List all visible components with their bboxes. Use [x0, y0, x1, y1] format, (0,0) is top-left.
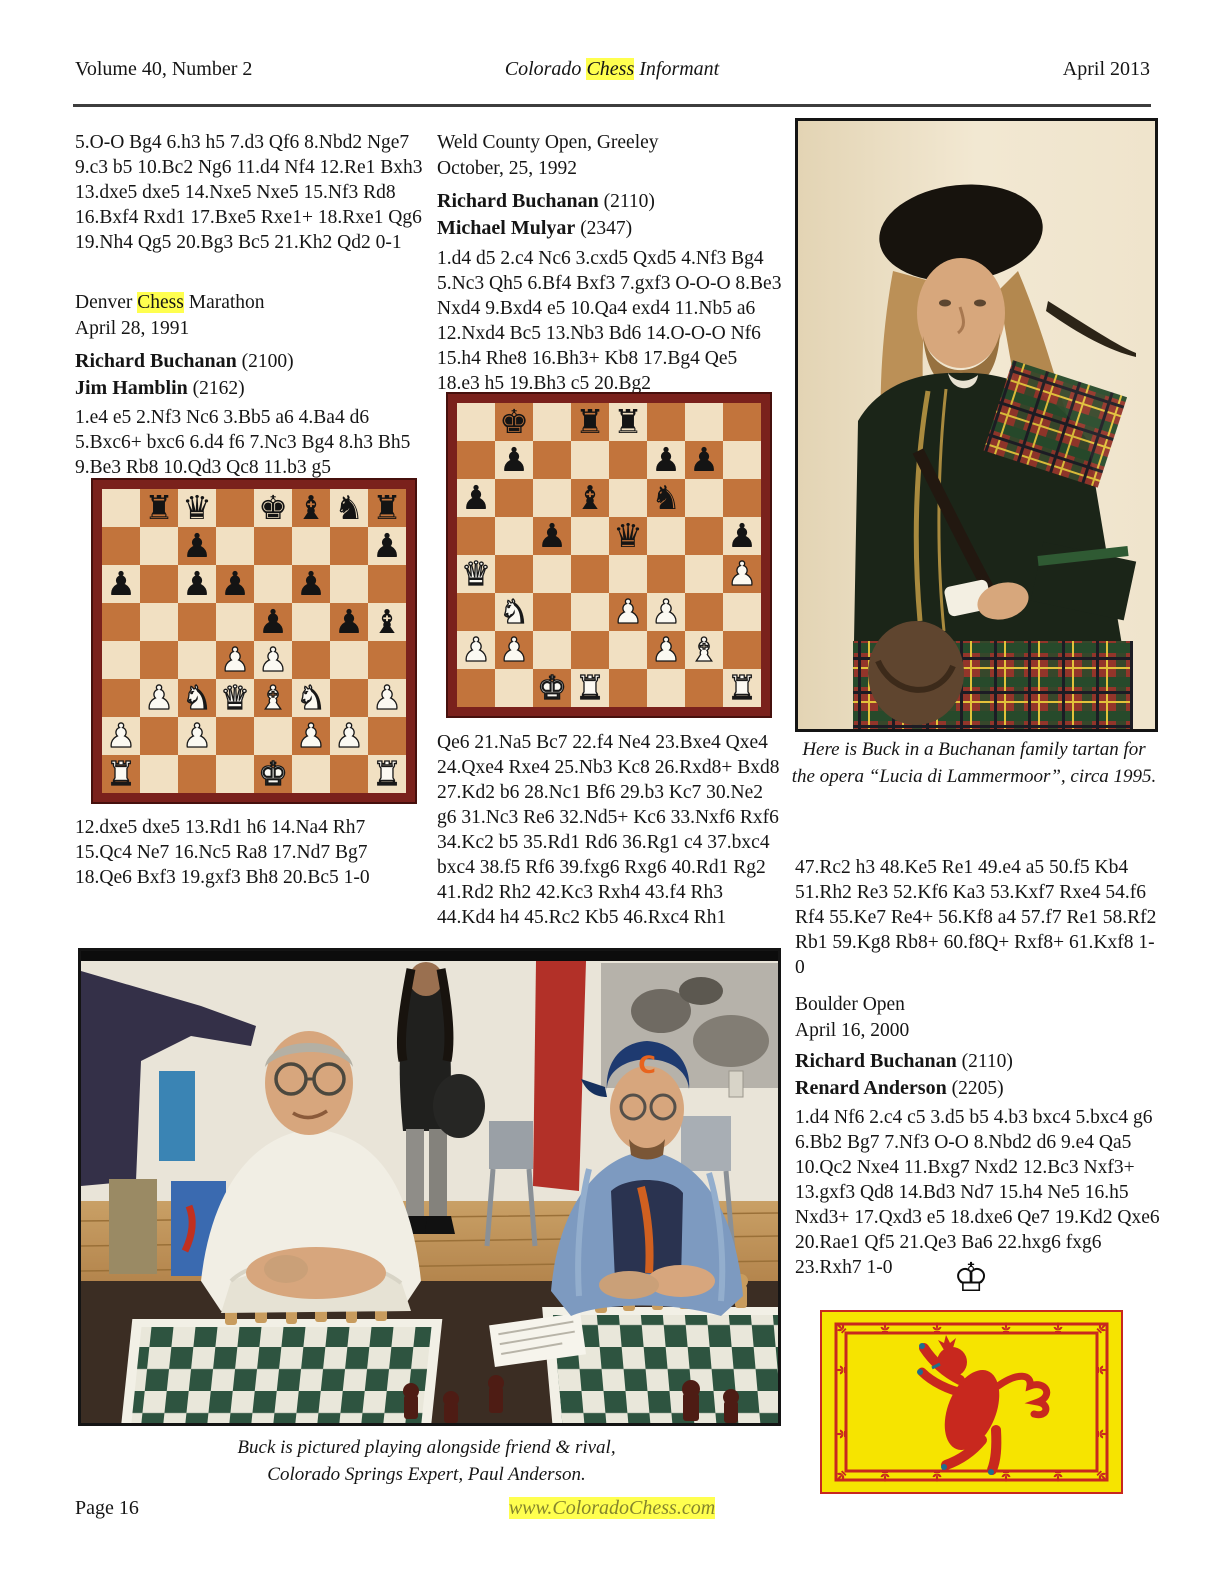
chess-diagram-2: [448, 394, 770, 716]
event-date: October, 25, 1992: [437, 158, 578, 179]
game-b-players: [75, 348, 427, 402]
board-square: [457, 555, 495, 593]
white-piece-icon: ♟: [334, 716, 364, 755]
white-piece-icon: ♟: [220, 640, 250, 679]
board-square: [140, 489, 178, 527]
board-square: [723, 403, 761, 441]
white-piece-icon: ♞: [182, 678, 212, 717]
board-square: [723, 517, 761, 555]
board-square: [723, 593, 761, 631]
board-square: [292, 717, 330, 755]
board-square: [723, 631, 761, 669]
left-eye: [939, 300, 951, 307]
chess-diagram-1: [93, 480, 415, 802]
white-piece-icon: ♝: [689, 630, 719, 669]
board-square: [723, 669, 761, 707]
white-piece-icon: ♞: [499, 592, 529, 631]
board-square: [609, 479, 647, 517]
white-piece-icon: ♜: [575, 668, 605, 707]
board-square: [102, 527, 140, 565]
board-square: [685, 631, 723, 669]
black-piece-icon: ♟: [182, 564, 212, 603]
black-piece-icon: ♟: [537, 516, 567, 555]
event-date: April 28, 1991: [75, 318, 190, 339]
event-name-post: Marathon: [183, 292, 265, 313]
white-piece-icon: ♟: [296, 716, 326, 755]
board-square: [330, 755, 368, 793]
board-square: [102, 717, 140, 755]
board-square: [216, 565, 254, 603]
board-square: [571, 441, 609, 479]
black-piece-icon: ♛: [182, 488, 212, 527]
player-black-name: Michael Mulyar: [437, 217, 576, 239]
board-square: [216, 489, 254, 527]
black-piece-icon: ♟: [106, 564, 136, 603]
event-date: April 16, 2000: [795, 1020, 910, 1041]
board-square: [609, 555, 647, 593]
player-black-rating: (2347): [575, 218, 633, 239]
board-square: [495, 669, 533, 707]
board-square: [533, 555, 571, 593]
board-square: [457, 441, 495, 479]
board-square: [571, 479, 609, 517]
white-piece-icon: ♚: [537, 668, 567, 707]
board-square: [254, 641, 292, 679]
board-square: [368, 489, 406, 527]
board-square: [368, 565, 406, 603]
board-square: [178, 641, 216, 679]
board-square: [647, 479, 685, 517]
event-name-pre: Denver: [75, 292, 138, 313]
portrait-photo-buck-tartan: [795, 118, 1158, 732]
board-square: [216, 641, 254, 679]
right-eye: [974, 300, 986, 307]
white-piece-icon: ♛: [220, 678, 250, 717]
board-square: [647, 555, 685, 593]
board-square: [330, 565, 368, 603]
black-piece-icon: ♜: [613, 402, 643, 441]
board-square: [140, 603, 178, 641]
white-piece-icon: ♟: [727, 554, 757, 593]
board-square: [685, 479, 723, 517]
board-square: [330, 603, 368, 641]
board-square: [533, 403, 571, 441]
board-square: [495, 593, 533, 631]
board-square: [533, 517, 571, 555]
caption-line-2: Colorado Springs Expert, Paul Anderson.: [267, 1464, 586, 1485]
svg-text:C: C: [638, 1051, 656, 1079]
white-piece-icon: ♝: [258, 678, 288, 717]
board-square: [495, 631, 533, 669]
board-square: [254, 679, 292, 717]
board-square: [254, 489, 292, 527]
board-square: [457, 669, 495, 707]
white-piece-icon: ♟: [499, 630, 529, 669]
board-square: [254, 565, 292, 603]
wall-fixture: [729, 1071, 743, 1097]
board-square: [533, 669, 571, 707]
header-volume: Volume 40, Number 2: [75, 58, 253, 80]
board-square: [368, 755, 406, 793]
page-number: Page 16: [75, 1497, 139, 1519]
event-name: Boulder Open: [795, 994, 905, 1015]
white-piece-icon: ♜: [106, 754, 136, 793]
board-square: [647, 593, 685, 631]
scotland-flag-image: [820, 1310, 1123, 1494]
black-piece-icon: ♟: [296, 564, 326, 603]
king-crown-icon: ♔: [953, 1255, 989, 1301]
event-name-highlight: Chess: [137, 292, 184, 313]
board-square: [571, 593, 609, 631]
board-square: [292, 641, 330, 679]
white-piece-icon: ♞: [296, 678, 326, 717]
board-square: [102, 603, 140, 641]
board-square: [533, 631, 571, 669]
board-square: [495, 403, 533, 441]
board-square: [102, 489, 140, 527]
footer-url-wrap: [0, 1497, 1224, 1520]
player-black-rating: (2205): [946, 1078, 1004, 1099]
board-square: [457, 631, 495, 669]
black-piece-icon: ♟: [220, 564, 250, 603]
player-white-rating: (2110): [598, 191, 655, 212]
board-square: [178, 527, 216, 565]
event-name: Weld County Open, Greeley: [437, 132, 659, 153]
board-square: [457, 593, 495, 631]
board-square: [330, 717, 368, 755]
black-piece-icon: ♝: [372, 602, 402, 641]
board-square: [254, 603, 292, 641]
board-square: [368, 603, 406, 641]
board-square: [102, 755, 140, 793]
board-square: [647, 517, 685, 555]
page-title: [412, 58, 812, 81]
black-piece-icon: ♞: [334, 488, 364, 527]
board-square: [292, 603, 330, 641]
board-square: [571, 631, 609, 669]
black-piece-icon: ♟: [689, 440, 719, 479]
white-piece-icon: ♚: [258, 754, 288, 793]
board-square: [685, 441, 723, 479]
player-white-name: Richard Buchanan: [75, 350, 237, 372]
board-square: [102, 565, 140, 603]
board-square: [723, 479, 761, 517]
black-piece-icon: ♟: [372, 526, 402, 565]
board-square: [178, 565, 216, 603]
black-piece-icon: ♜: [575, 402, 605, 441]
board-square: [178, 717, 216, 755]
white-piece-icon: ♟: [372, 678, 402, 717]
white-piece-icon: ♟: [613, 592, 643, 631]
board-square: [533, 479, 571, 517]
board-square: [609, 403, 647, 441]
board-square: [609, 631, 647, 669]
game-c-moves-after-diagram: Qe6 21.Na5 Bc7 22.f4 Ne4 23.Bxe4 Qxe4 24.Qxe4 Rxe4 25.Nb3 Kc8 26.Rxd8+ Bxd8 27.Kd2 b6 28.Nc1 Bf6 29.b3 Kc7 30.Ne2 g6 31.Nc3 Re6 32.Nd5+ Kc6 33.Nxf6 Rxf6 34.Kc2 b5 35.Rd1 Rd6 36.Rg1 c4 37.bxc4 bxc4 38.f5 Rf6 39.fxg6 Rxg6 40.Rd1 Rg2 41.Rd2 Rh2 42.Kc3 Rxh4 43.f4 Rh3 44.Kd4 h4 45.Rc2 Kb5 46.Rxc4 Rh1: [437, 732, 780, 928]
board-square: [571, 555, 609, 593]
game-c-moves-continued: 47.Rc2 h3 48.Ke5 Re1 49.e4 a5 50.f5 Kb4 51.Rh2 Re3 52.Kf6 Ka3 53.Kxf7 Rxe4 54.f6 Rf4 55.Ke7 Re4+ 56.Kf8 a4 57.f7 Re1 58.Rf2 Rb1 59.Kg8 Rb8+ 60.f8Q+ Rxf8+ 61.Kxf8 1-0: [795, 857, 1157, 978]
black-piece-icon: ♟: [499, 440, 529, 479]
game-b-moves-before-diagram: 1.e4 e5 2.Nf3 Nc6 3.Bb5 a6 4.Ba4 d6 5.Bxc6+ bxc6 6.d4 f6 7.Nc3 Bg4 8.h3 Bh5 9.Be3 Rb8 10.Qd3 Qc8 11.b3 g5: [75, 407, 411, 478]
game-c-moves-before-diagram: 1.d4 d5 2.c4 Nc6 3.cxd5 Qxd5 4.Nf3 Bg4 5.Nc3 Qh5 6.Bf4 Bxf3 7.gxf3 O-O-O 8.Be3 Nxd4 9.Bxd4 e5 10.Qa4 exd4 11.Nb5 a6 12.Nxd4 Bc5 13.Nb3 Bd6 14.O-O-O Nf6 15.h4 Rhe8 16.Bh3+ Kb8 17.Bg4 Qe5 18.e3 h5 19.Bh3 c5 20.Bg2: [437, 248, 782, 394]
board-square: [292, 679, 330, 717]
board-square: [647, 631, 685, 669]
black-piece-icon: ♜: [372, 488, 402, 527]
board-square: [292, 489, 330, 527]
board-square: [533, 593, 571, 631]
event-name: [75, 290, 427, 316]
board-square: [330, 527, 368, 565]
board-square: [685, 517, 723, 555]
title-pre: Colorado: [504, 58, 587, 80]
white-piece-icon: ♟: [461, 630, 491, 669]
board-square: [647, 441, 685, 479]
player-white-rating: (2100): [236, 351, 294, 372]
board-square: [609, 517, 647, 555]
board-square: [216, 755, 254, 793]
black-piece-icon: ♚: [258, 488, 288, 527]
board-square: [292, 527, 330, 565]
board-square: [140, 717, 178, 755]
white-piece-icon: ♟: [651, 630, 681, 669]
player-white-name: Richard Buchanan: [437, 190, 599, 212]
left-chessboard: [121, 1319, 442, 1423]
white-piece-icon: ♜: [372, 754, 402, 793]
player-white: [437, 188, 783, 215]
header-divider: [73, 104, 1151, 107]
board-square: [495, 441, 533, 479]
player-white: [75, 348, 427, 375]
board-square: [292, 755, 330, 793]
player-black-name: Jim Hamblin: [75, 377, 188, 399]
white-piece-icon: ♟: [106, 716, 136, 755]
players-photo-illustration: [81, 951, 778, 1423]
board-square: [457, 479, 495, 517]
game-b-moves-after-diagram: 12.dxe5 dxe5 13.Rd1 h6 14.Na4 Rh7 15.Qc4 Ne7 16.Nc5 Ra8 17.Nd7 Bg7 18.Qe6 Bxf3 19.gxf3 Bh8 20.Bc5 1-0: [75, 817, 370, 888]
white-piece-icon: ♛: [461, 554, 491, 593]
black-piece-icon: ♟: [461, 478, 491, 517]
board-square: [254, 717, 292, 755]
players-photo: [78, 948, 781, 1426]
board-square: [292, 565, 330, 603]
scotland-lion-flag: [820, 1310, 1123, 1499]
board-square: [178, 755, 216, 793]
board-square: [140, 755, 178, 793]
player-black: [75, 375, 427, 402]
website-link[interactable]: www.ColoradoChess.com: [508, 1497, 716, 1519]
board-square: [571, 403, 609, 441]
board-square: [609, 669, 647, 707]
game-a-continuation-moves: 5.O-O Bg4 6.h3 h5 7.d3 Qf6 8.Nbd2 Nge7 9.c3 b5 10.Bc2 Ng6 11.d4 Nf4 12.Re1 Bxh3 13.dxe5 dxe5 14.Nxe5 Nxe5 15.Nf3 Rd8 16.Bxf4 Rxd1 17.Bxe5 Rxe1+ 18.Rxe1 Qg6 19.Nh4 Qg5 20.Bg3 Bc5 21.Kh2 Qd2 0-1: [75, 132, 423, 253]
board-square: [368, 717, 406, 755]
board-square: [368, 641, 406, 679]
black-piece-icon: ♝: [296, 488, 326, 527]
board-square: [140, 641, 178, 679]
black-piece-icon: ♟: [651, 440, 681, 479]
white-piece-icon: ♜: [727, 668, 757, 707]
black-piece-icon: ♛: [613, 516, 643, 555]
board-square: [723, 555, 761, 593]
board-square: [102, 641, 140, 679]
board-square: [330, 641, 368, 679]
black-piece-icon: ♝: [575, 478, 605, 517]
black-piece-icon: ♜: [144, 488, 174, 527]
board-square: [609, 593, 647, 631]
board-square: [178, 679, 216, 717]
black-piece-icon: ♚: [499, 402, 529, 441]
photo-top-bar: [81, 951, 778, 961]
board-square: [216, 717, 254, 755]
board-square: [216, 603, 254, 641]
player-white-rating: (2110): [956, 1051, 1013, 1072]
board-square: [368, 527, 406, 565]
board-square: [140, 527, 178, 565]
game-c-players: [437, 188, 783, 242]
red-curtain: [533, 961, 586, 1191]
board-square: [571, 517, 609, 555]
board-square: [647, 669, 685, 707]
title-post: Informant: [634, 58, 720, 80]
board-square: [457, 517, 495, 555]
event-weld-county-open: [437, 130, 783, 182]
board-square: [685, 669, 723, 707]
header-date: April 2013: [1062, 58, 1150, 80]
board-square: [495, 517, 533, 555]
portrait-photo-caption: Here is Buck in a Buchanan family tartan for the opera “Lucia di Lammermoor”, circa 1995.: [791, 739, 1157, 787]
game-d-players: [795, 1048, 1163, 1102]
player-black-name: Renard Anderson: [795, 1077, 947, 1099]
board-square: [216, 679, 254, 717]
board-square: [647, 403, 685, 441]
player-black: [437, 215, 783, 242]
board-square: [609, 441, 647, 479]
white-piece-icon: ♟: [258, 640, 288, 679]
board-square: [457, 403, 495, 441]
board-square: [685, 555, 723, 593]
board-square: [330, 679, 368, 717]
board-square: [571, 669, 609, 707]
event-denver-chess-marathon: [75, 290, 427, 342]
white-piece-icon: ♟: [182, 716, 212, 755]
title-highlight: Chess: [586, 58, 635, 80]
board-square: [685, 403, 723, 441]
board-square: [102, 679, 140, 717]
portrait-photo-illustration: [798, 121, 1155, 729]
white-piece-icon: ♟: [144, 678, 174, 717]
player-white: [795, 1048, 1163, 1075]
game-d-moves: 1.d4 Nf6 2.c4 c5 3.d5 b5 4.b3 bxc4 5.bxc4 g6 6.Bb2 Bg7 7.Nf3 O-O 8.Nbd2 d6 9.e4 Qa5 10.Qc2 Nxe4 11.Bxg7 Nxd2 12.Bc3 Nxf3+ 13.gxf3 Qd8 14.Bd3 Nd7 15.h4 Ne5 16.h5 Nxd3+ 17.Qxd3 e5 18.dxe6 Qe7 19.Kd2 Qxe6 20.Rae1 Qf5 21.Qe3 Ba6 22.hxg6 fxg6 23.Rxh7 1-0: [795, 1107, 1160, 1278]
board-square: [685, 593, 723, 631]
black-piece-icon: ♟: [258, 602, 288, 641]
player-white-name: Richard Buchanan: [795, 1050, 957, 1072]
caption-line-1: Buck is pictured playing alongside friend & rival,: [237, 1437, 616, 1458]
board-square: [140, 565, 178, 603]
board-square: [178, 489, 216, 527]
black-piece-icon: ♟: [334, 602, 364, 641]
white-piece-icon: ♟: [651, 592, 681, 631]
players-photo-caption: [78, 1434, 775, 1488]
event-boulder-open: [795, 992, 1163, 1044]
board-square: [178, 603, 216, 641]
board-square: [140, 679, 178, 717]
board-square: [330, 489, 368, 527]
black-piece-icon: ♟: [182, 526, 212, 565]
black-piece-icon: ♞: [651, 478, 681, 517]
player-black: [795, 1075, 1163, 1102]
board-square: [216, 527, 254, 565]
player-black-rating: (2162): [187, 378, 245, 399]
board-square: [368, 679, 406, 717]
board-square: [254, 755, 292, 793]
board-square: [495, 555, 533, 593]
board-square: [254, 527, 292, 565]
black-piece-icon: ♟: [727, 516, 757, 555]
board-square: [723, 441, 761, 479]
board-square: [495, 479, 533, 517]
board-square: [533, 441, 571, 479]
